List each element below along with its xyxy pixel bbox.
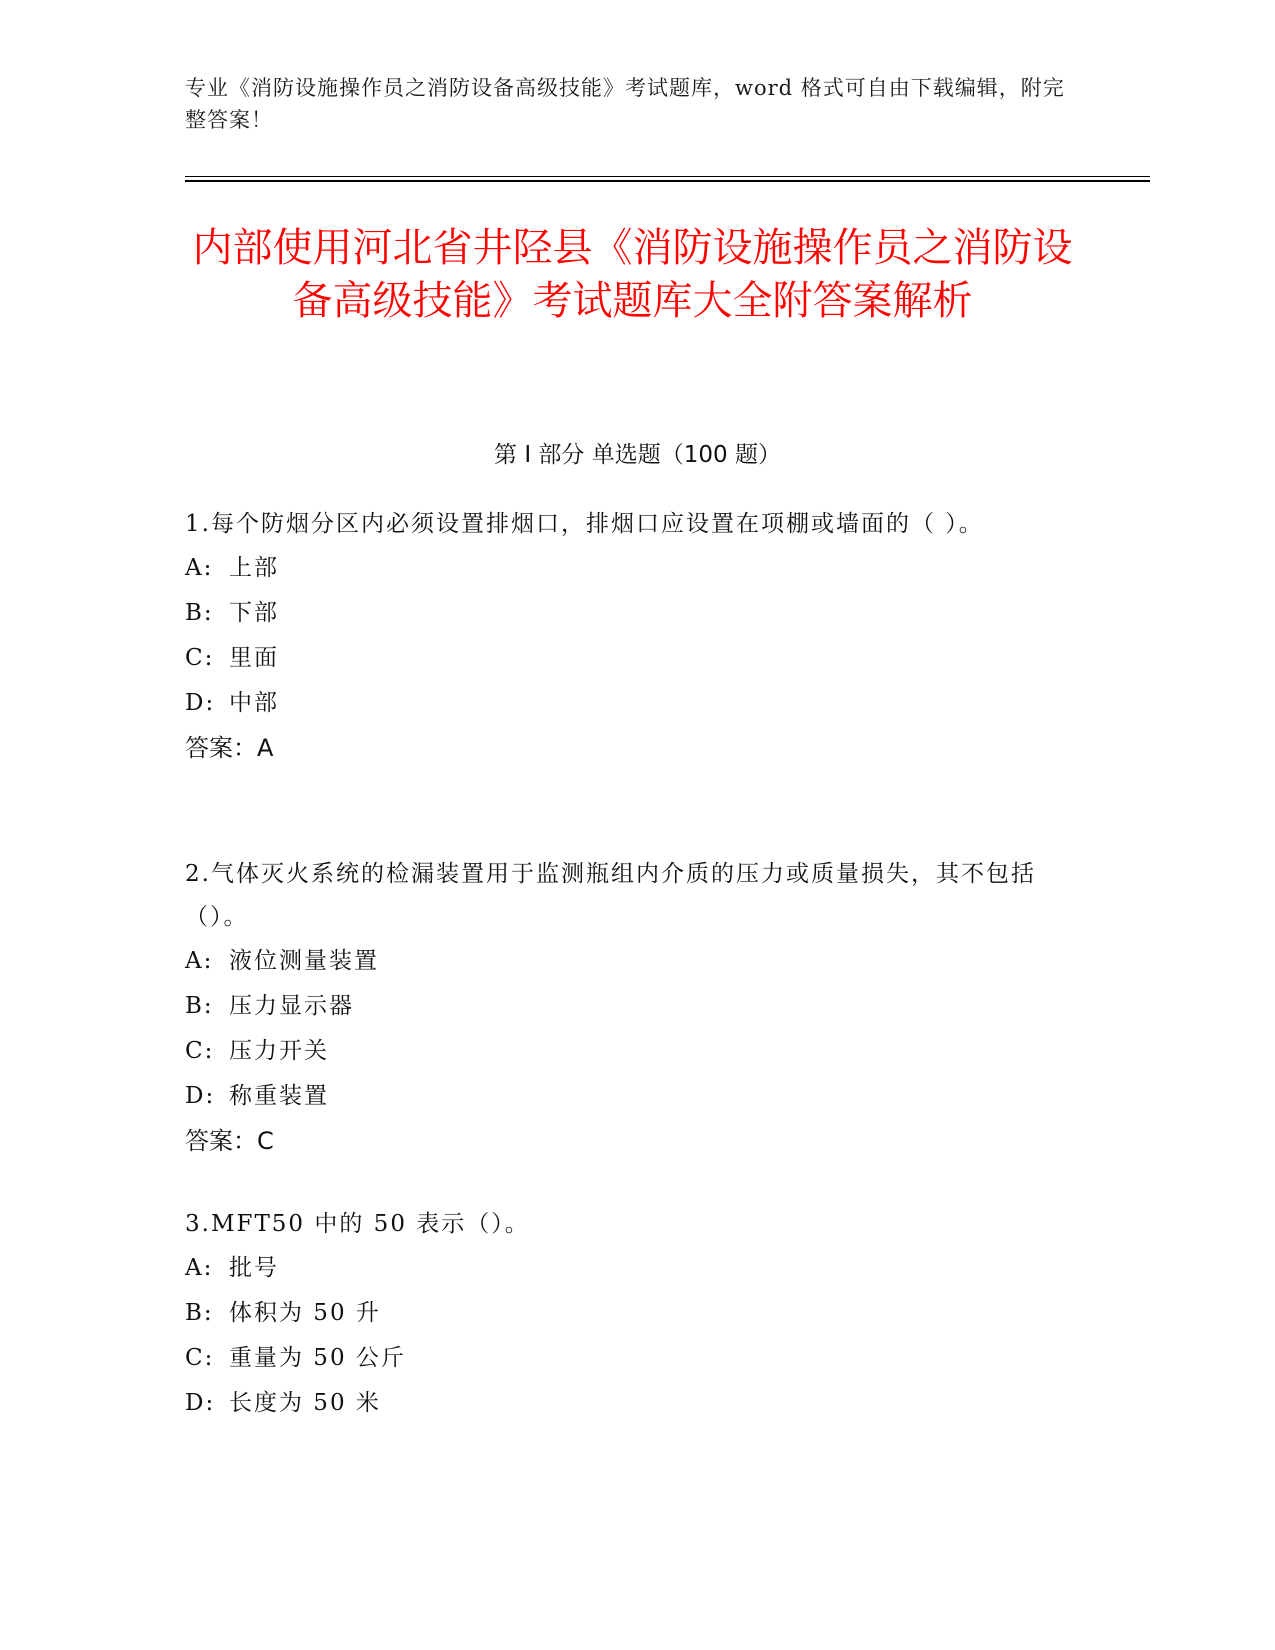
section-heading: 第 I 部分 单选题（100 题） [494,442,781,468]
question-stem: 3.MFT50 中的 50 表示（）。 [185,1211,530,1237]
header-divider-thin [185,176,1150,177]
option-text: 体积为 50 升 [229,1300,381,1326]
option-text: 批号 [229,1255,279,1281]
option-text: 称重装置 [229,1083,329,1109]
question-1 [185,503,1065,771]
option-label: A: [185,555,214,581]
option-text: 压力开关 [229,1038,329,1064]
option-text: 重量为 50 公斤 [229,1345,406,1371]
option-label: B: [185,1300,214,1326]
option-label: D: [185,690,216,716]
header-divider-thick [185,180,1150,182]
option-a [185,939,1065,984]
option-text: 下部 [229,600,279,626]
option-a [185,1246,1065,1291]
option-label: B: [185,600,214,626]
option-label: A: [185,1255,214,1281]
option-d [185,681,1065,726]
option-c [185,636,1065,681]
option-b [185,1291,1065,1336]
option-label: C: [185,1345,215,1371]
option-text: 中部 [229,690,279,716]
option-label: B: [185,993,214,1019]
option-label: C: [185,645,215,671]
question-2 [185,853,1065,1164]
question-3 [185,1203,1065,1426]
option-d [185,1074,1065,1119]
option-b [185,591,1065,636]
option-b [185,984,1065,1029]
option-d [185,1381,1065,1426]
option-c [185,1029,1065,1074]
option-c [185,1336,1065,1381]
option-label: D: [185,1083,216,1109]
option-text: 里面 [229,645,279,671]
option-label: C: [185,1038,215,1064]
question-stem: 1.每个防烟分区内必须设置排烟口，排烟口应设置在项棚或墙面的（ ）。 [185,511,984,537]
option-text: 长度为 50 米 [229,1390,381,1416]
option-text: 压力显示器 [229,993,354,1019]
answer-text: 答案：C [185,1127,274,1155]
question-stem: 2.气体灭火系统的检漏装置用于监测瓶组内介质的压力或质量损失，其不包括（）。 [185,861,1036,930]
option-label: A: [185,948,214,974]
header-text: 专业《消防设施操作员之消防设备高级技能》考试题库，word 格式可自由下载编辑，附完整答案！ [185,76,1065,132]
option-text: 上部 [229,555,279,581]
option-label: D: [185,1390,216,1416]
option-a [185,546,1065,591]
answer-text: 答案：A [185,734,274,762]
option-text: 液位测量装置 [229,948,379,974]
document-title: 内部使用河北省井陉县《消防设施操作员之消防设备高级技能》考试题库大全附答案解析 [192,225,1073,324]
